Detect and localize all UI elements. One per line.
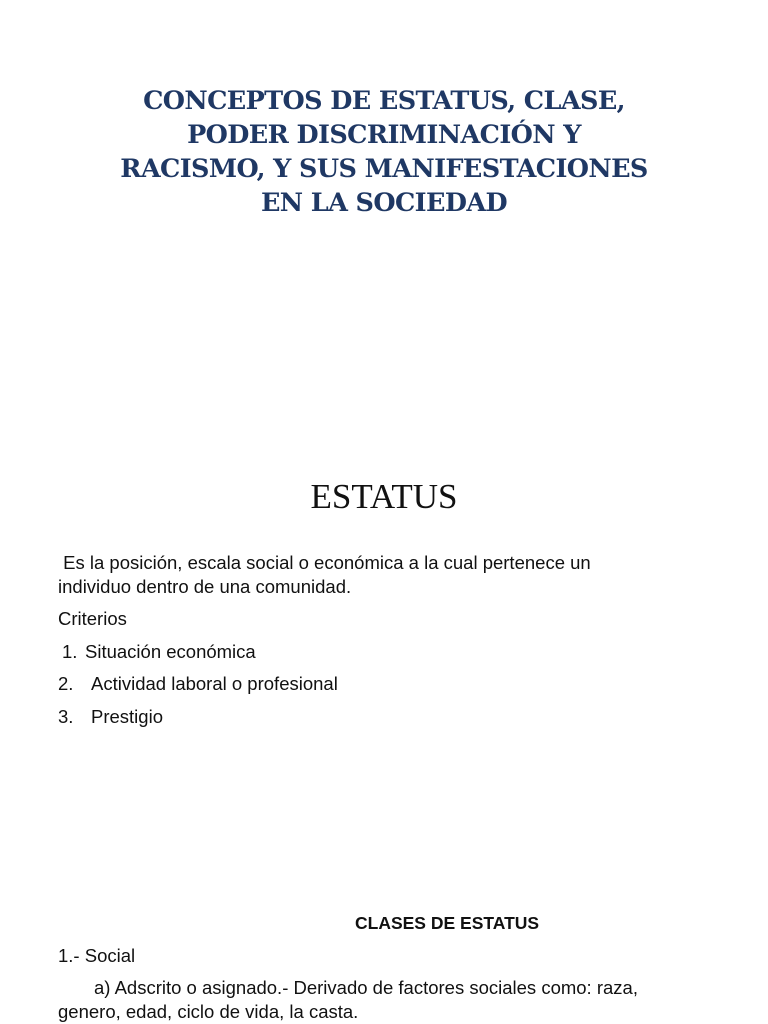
definition-line: Es la posición, escala social o económica a la cual pertenece un [58,552,591,573]
document-title [60,84,708,220]
title-line: CONCEPTOS DE ESTATUS, CLASE, [143,86,625,116]
criteria-number: 1. [62,641,78,662]
ascribed-line: a) Adscrito o asignado.- Derivado de factores sociales como: raza, [94,977,638,998]
estatus-definition [58,551,591,599]
social-label: 1.- Social [58,945,136,966]
criteria-text: Actividad laboral o profesional [91,673,338,694]
section-heading-estatus: ESTATUS [310,477,458,516]
criteria-item [58,705,163,729]
criteria-text: Situación económica [85,641,256,662]
title-line: EN LA SOCIEDAD [260,188,508,218]
criteria-number: 3. [58,706,74,727]
criteria-text: Prestigio [91,706,163,727]
ascribed-status-paragraph [58,976,638,1024]
classes-heading: CLASES DE ESTATUS [355,913,540,933]
title-line: RACISMO, Y SUS MANIFESTACIONES [120,154,648,184]
criteria-number: 2. [58,673,74,694]
criteria-label: Criterios [58,608,127,629]
ascribed-line: genero, edad, ciclo de vida, la casta. [58,1001,359,1022]
title-line: PODER DISCRIMINACIÓN Y [187,120,581,150]
criteria-item [62,640,256,664]
definition-line: individuo dentro de una comunidad. [58,576,352,597]
criteria-item [58,672,338,696]
